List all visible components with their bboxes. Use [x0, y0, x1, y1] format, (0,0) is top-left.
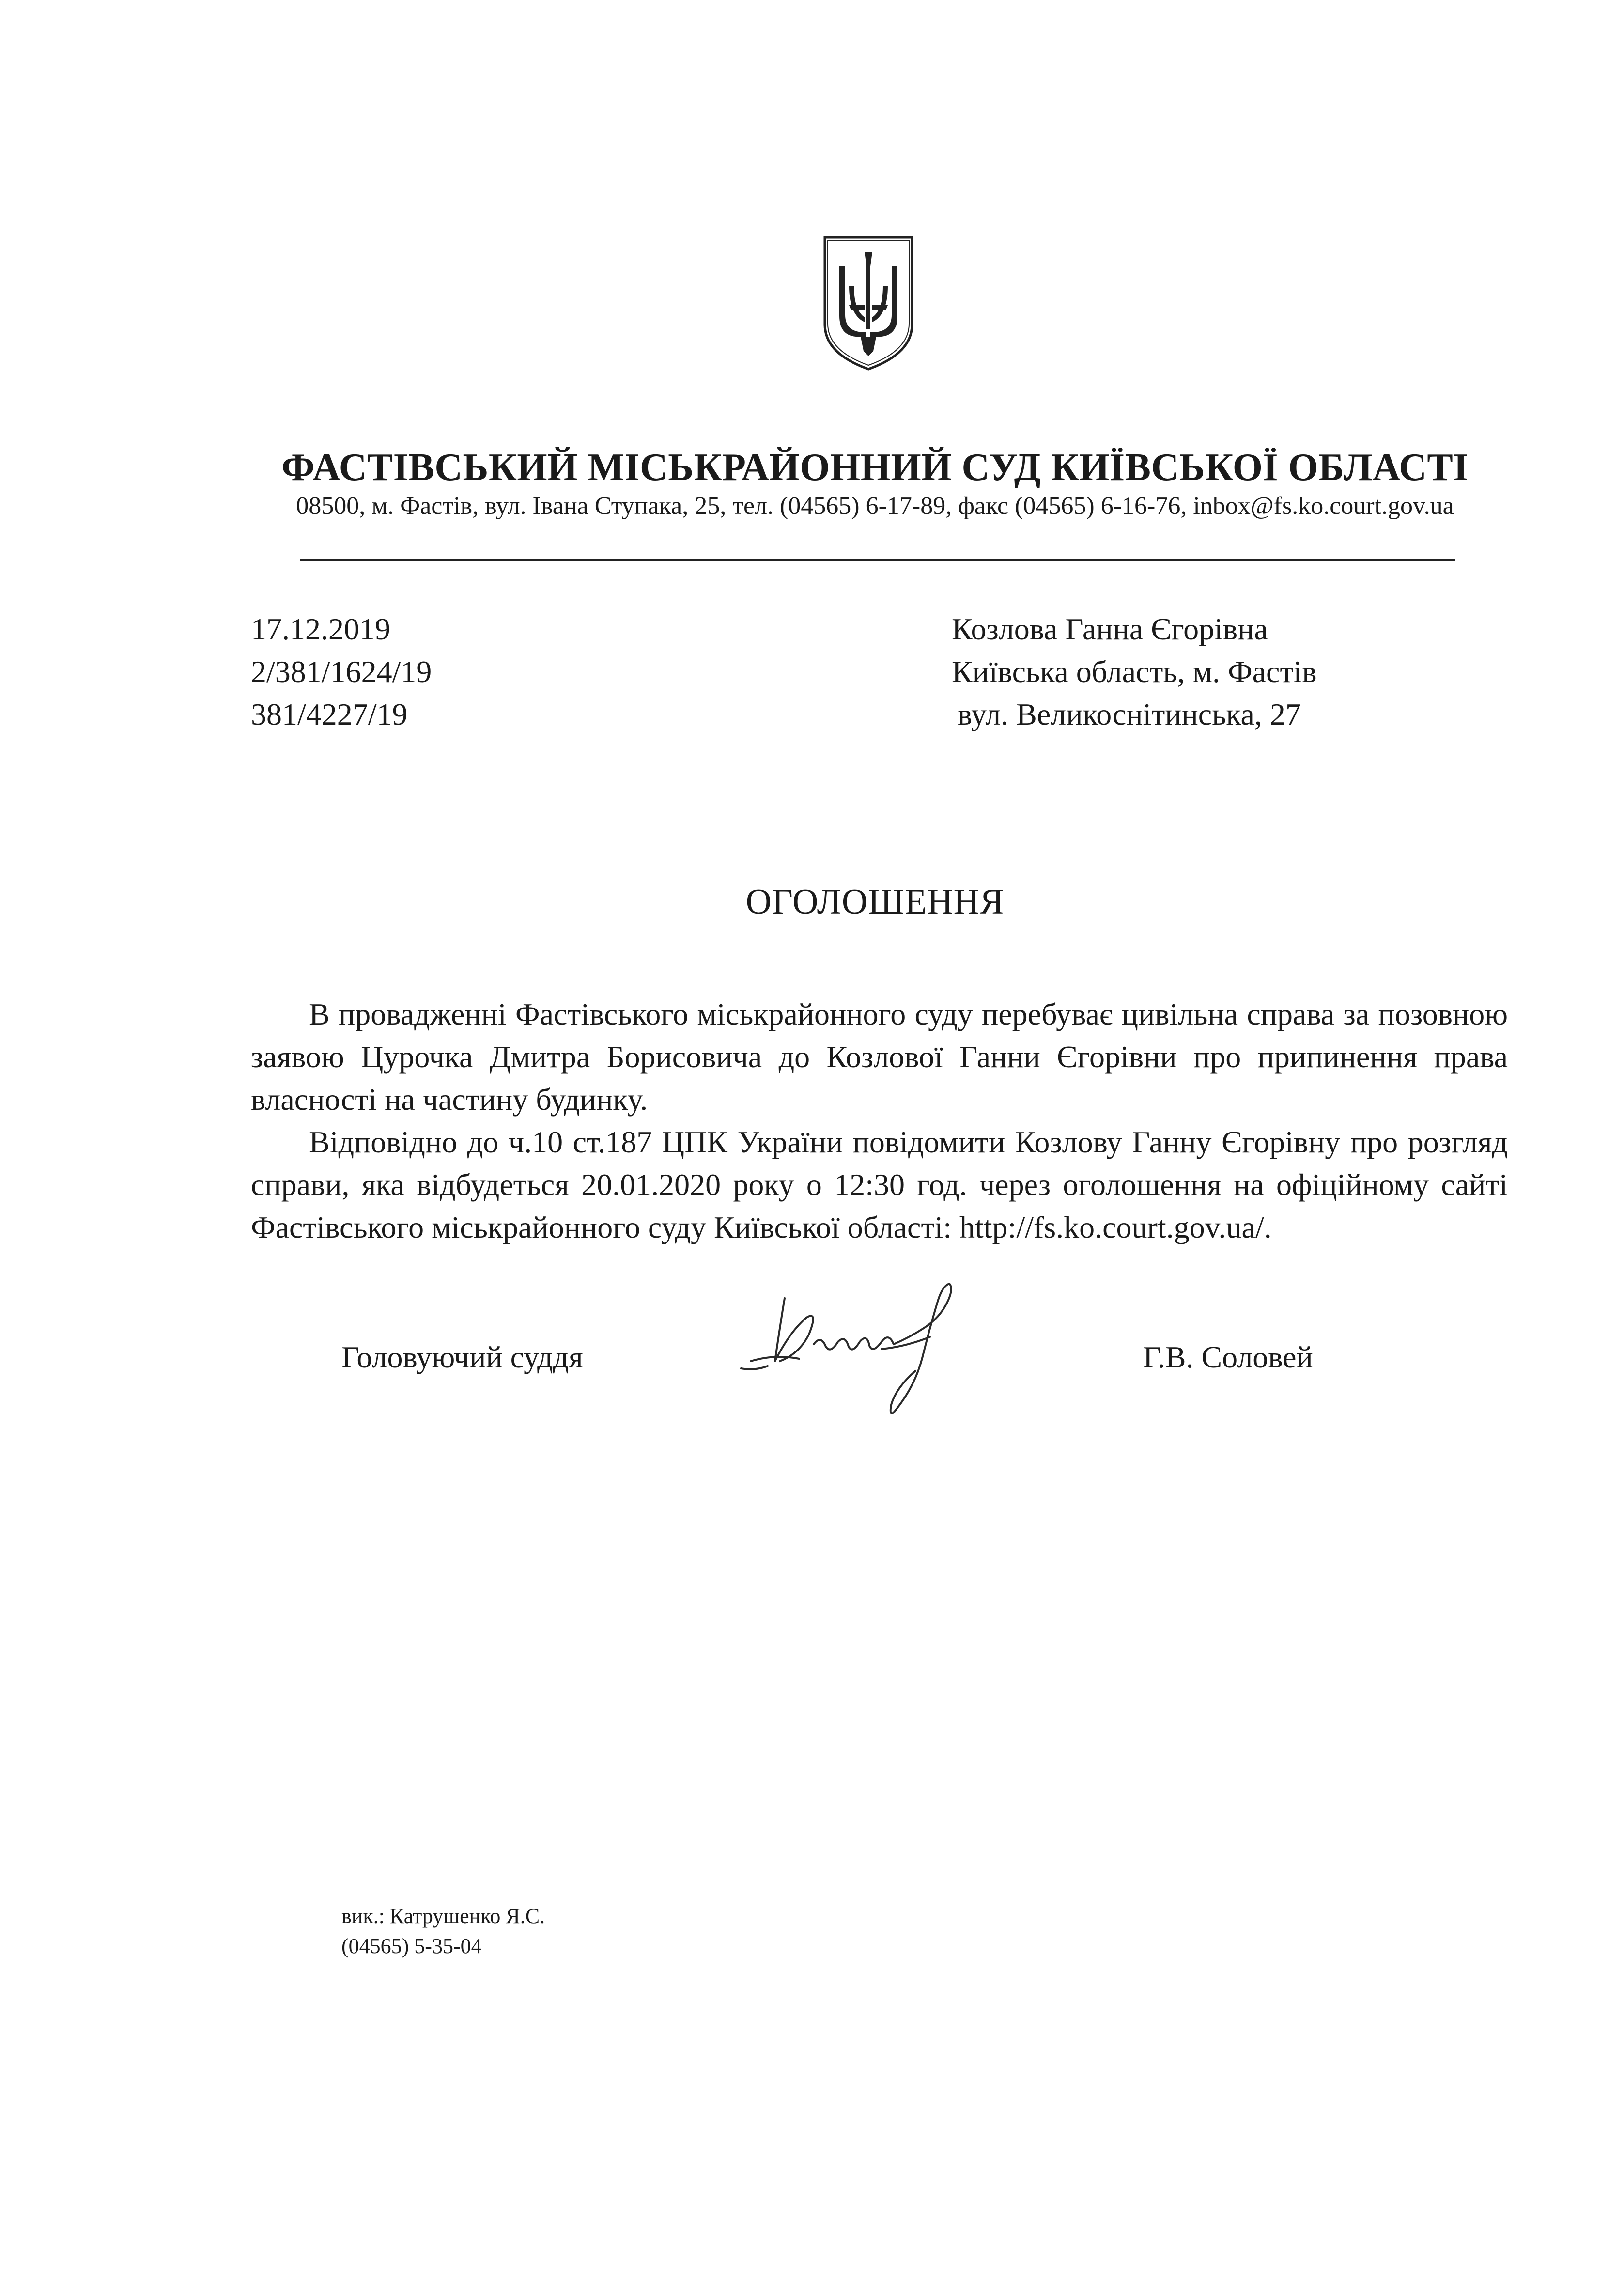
outgoing-number: 381/4227/19 [251, 697, 408, 731]
case-number: 2/381/1624/19 [251, 654, 432, 689]
executor-name: вик.: Катрушенко Я.С. [341, 1904, 545, 1928]
court-name: ФАСТІВСЬКИЙ МІСЬКРАЙОННИЙ СУД КИЇВСЬКОЇ ОБЛАСТІ [281, 446, 1469, 489]
notice-title: ОГОЛОШЕННЯ [745, 882, 1005, 922]
executor-block [341, 1901, 545, 1961]
notice-paragraph-1: В провадженні Фастівського міськрайонного суду перебуває цивільна справа за позовною заявою Цурочка Дмитра Борисовича до Козлової Ганни Єгорівни про припинення права власності на частину будинку. [251, 997, 1508, 1117]
notice-body [251, 993, 1508, 1249]
handwritten-signature [722, 1250, 1022, 1429]
executor-phone: (04565) 5-35-04 [341, 1934, 482, 1958]
header-divider [300, 559, 1455, 561]
signer-role: Головуючий суддя [341, 1340, 583, 1374]
recipient-block [952, 608, 1316, 736]
document-date: 17.12.2019 [251, 612, 390, 646]
trident-coat-of-arms-icon [820, 233, 917, 373]
recipient-city: Київська область, м. Фастів [952, 654, 1317, 689]
recipient-street: вул. Великоснітинська, 27 [958, 697, 1301, 731]
notice-paragraph-2: Відповідно до ч.10 ст.187 ЦПК України повідомити Козлову Ганну Єгорівну про розгляд справи, яка відбудеться 20.01.2020 року о 12:30 год. через оголошення на офіційному сайті Фастівського міськрайонного суду Київської області: http://fs.ko.court.gov.ua/. [251, 1125, 1508, 1244]
court-address: 08500, м. Фастів, вул. Івана Ступака, 25, тел. (04565) 6-17-89, факс (04565) 6-16-76, inbox@fs.ko.court.gov.ua [296, 492, 1454, 520]
recipient-name: Козлова Ганна Єгорівна [952, 612, 1268, 646]
signer-name: Г.В. Соловей [1143, 1340, 1313, 1374]
document-meta [251, 608, 432, 736]
